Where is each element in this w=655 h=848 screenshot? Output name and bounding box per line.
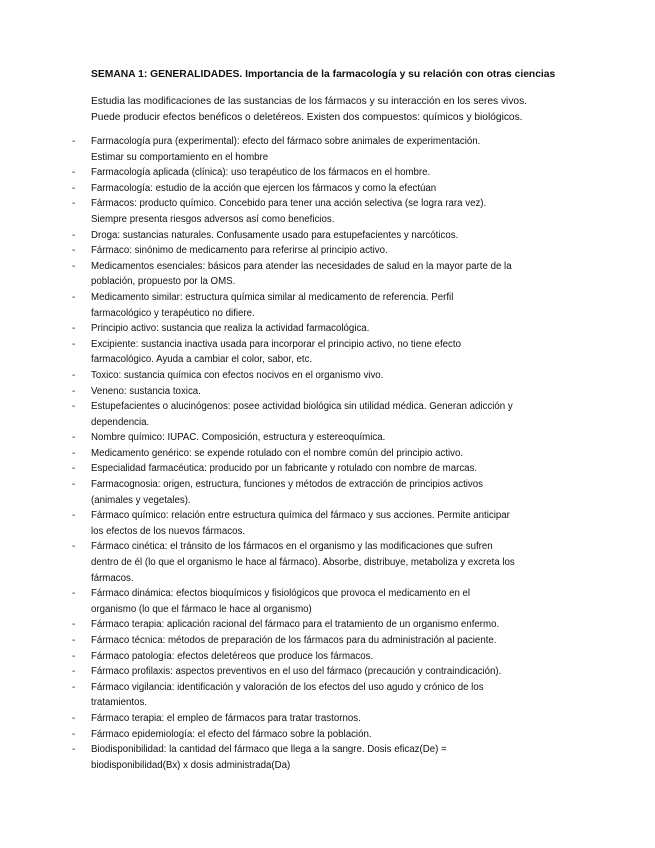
list-item-text: farmacológico. Ayuda a cambiar el color, sabor, etc. bbox=[91, 354, 313, 366]
list-item-text: población, propuesto por la OMS. bbox=[91, 276, 236, 288]
list-item bbox=[0, 228, 546, 244]
list-item bbox=[0, 742, 546, 773]
list-item bbox=[0, 337, 546, 368]
list-item-text: Fármaco patología: efectos deletéreos que produce los fármacos. bbox=[91, 650, 374, 662]
bullet-dash: - bbox=[72, 229, 76, 241]
bullet-dash: - bbox=[72, 650, 76, 662]
intro-paragraph bbox=[91, 94, 591, 125]
list-item bbox=[0, 399, 546, 430]
list-item bbox=[0, 680, 546, 711]
list-item-text: Especialidad farmacéutica: producido por un fabricante y rotulado con nombre de marcas. bbox=[91, 463, 478, 475]
list-item bbox=[0, 664, 546, 680]
list-item bbox=[0, 461, 546, 477]
bullet-dash: - bbox=[72, 712, 76, 724]
list-item-text: tratamientos. bbox=[91, 697, 147, 709]
bullet-dash: - bbox=[72, 510, 76, 522]
intro-line: Puede producir efectos benéficos o deletéreos. Existen dos compuestos: químicos y biológicos. bbox=[91, 111, 523, 123]
list-item-text: Fármaco cinética: el tránsito de los fármacos en el organismo y las modificaciones que sufren bbox=[91, 541, 493, 553]
bullet-dash: - bbox=[72, 369, 76, 381]
bullet-dash: - bbox=[72, 401, 76, 413]
bullet-dash: - bbox=[72, 666, 76, 678]
list-item-text: Fármaco técnica: métodos de preparación de los fármacos para du administración al paciente. bbox=[91, 635, 497, 646]
bullet-dash: - bbox=[72, 385, 76, 397]
bullet-dash: - bbox=[72, 338, 76, 350]
list-item bbox=[0, 633, 546, 649]
list-item-text: Excipiente: sustancia inactiva usada para incorporar el principio activo, no tiene efecto bbox=[91, 338, 461, 350]
list-item-text: Fármaco epidemiología: el efecto del fármaco sobre la población. bbox=[91, 728, 372, 740]
bullet-dash: - bbox=[72, 260, 76, 272]
bullet-dash: - bbox=[72, 588, 76, 600]
list-item-text: dependencia. bbox=[91, 416, 150, 428]
list-item-text: Toxico: sustancia química con efectos nocivos en el organismo vivo. bbox=[91, 369, 384, 381]
list-item-text: Medicamentos esenciales: básicos para atender las necesidades de salud en la mayor parte de la bbox=[91, 260, 512, 272]
list-item-text: Siempre presenta riesgos adversos así como beneficios. bbox=[91, 213, 335, 225]
list-item-text: fármacos. bbox=[91, 572, 134, 584]
list-item bbox=[0, 384, 546, 400]
list-item-text: Principio activo: sustancia que realiza la actividad farmacológica. bbox=[91, 323, 370, 335]
bullet-dash: - bbox=[72, 728, 76, 740]
list-item-text: Fármaco químico: relación entre estructura química del fármaco y sus acciones. Permite anticipar bbox=[91, 510, 510, 522]
bullet-dash: - bbox=[72, 136, 76, 147]
bullet-dash: - bbox=[72, 198, 76, 210]
list-item-text: Fármaco: sinónimo de medicamento para referirse al principio activo. bbox=[91, 245, 388, 257]
list-item-text: Farmacología: estudio de la acción que ejercen los fármacos y como la efectúan bbox=[91, 182, 437, 194]
document-title: SEMANA 1: GENERALIDADES. Importancia de la farmacología y su relación con otras ciencias bbox=[91, 69, 556, 80]
list-item bbox=[0, 539, 546, 586]
bullet-dash: - bbox=[72, 619, 76, 631]
list-item-text: Farmacología pura (experimental): efecto del fármaco sobre animales de experimentación. bbox=[91, 136, 481, 147]
list-item-text: Biodisponibilidad: la cantidad del fármaco que llega a la sangre. Dosis eficaz(De) = bbox=[91, 744, 447, 756]
list-item bbox=[0, 446, 546, 462]
list-item bbox=[0, 196, 546, 227]
list-item-text: Medicamento genérico: se expende rotulado con el nombre común del principio activo. bbox=[91, 447, 464, 459]
list-item-text: Farmacognosia: origen, estructura, funciones y métodos de extracción de principios activos bbox=[91, 479, 484, 491]
list-item-text: Estimar su comportamiento en el hombre bbox=[91, 151, 269, 163]
bullet-dash: - bbox=[72, 479, 76, 491]
bullet-dash: - bbox=[72, 291, 76, 303]
list-item bbox=[0, 165, 546, 181]
list-item bbox=[0, 243, 546, 259]
list-item bbox=[0, 321, 546, 337]
bullet-dash: - bbox=[72, 167, 76, 179]
list-item-text: Fármaco vigilancia: identificación y valoración de los efectos del uso agudo y crónico de los bbox=[91, 681, 484, 693]
list-item-text: biodisponibilidad(Bx) x dosis administrada(Da) bbox=[91, 759, 291, 771]
bullet-dash: - bbox=[72, 744, 76, 756]
list-item-text: Fármaco terapia: aplicación racional del fármaco para el tratamiento de un organismo enfermo. bbox=[91, 619, 500, 631]
bullet-dash: - bbox=[72, 463, 76, 475]
list-item-text: Estupefacientes o alucinógenos: posee actividad biológica sin utilidad médica. Generan adicción y bbox=[91, 401, 513, 413]
bullet-dash: - bbox=[72, 432, 76, 444]
list-item-text: farmacológico y terapéutico no difiere. bbox=[91, 307, 255, 319]
bullet-dash: - bbox=[72, 245, 76, 257]
bullet-dash: - bbox=[72, 635, 76, 646]
definitions-list bbox=[0, 134, 655, 773]
list-item-text: Nombre químico: IUPAC. Composición, estructura y estereoquímica. bbox=[91, 432, 386, 444]
list-item-text: Fármacos: producto químico. Concebido para tener una acción selectiva (se logra rara vez). bbox=[91, 198, 487, 210]
list-item bbox=[0, 727, 546, 743]
list-item bbox=[0, 134, 546, 165]
list-item bbox=[0, 430, 546, 446]
list-item-text: (animales y vegetales). bbox=[91, 494, 191, 506]
list-item bbox=[0, 477, 546, 508]
list-item bbox=[0, 586, 546, 617]
list-item bbox=[0, 259, 546, 290]
list-item bbox=[0, 508, 546, 539]
list-item-text: Fármaco dinámica: efectos bioquímicos y fisiológicos que provoca el medicamento en el bbox=[91, 588, 471, 600]
bullet-dash: - bbox=[72, 447, 76, 459]
list-item bbox=[0, 290, 546, 321]
list-item bbox=[0, 649, 546, 665]
bullet-dash: - bbox=[72, 681, 76, 693]
list-item bbox=[0, 368, 546, 384]
list-item-text: Veneno: sustancia toxica. bbox=[91, 385, 201, 397]
list-item-text: Fármaco terapia: el empleo de fármacos para tratar trastornos. bbox=[91, 712, 361, 724]
list-item bbox=[0, 181, 546, 197]
list-item-text: Fármaco profilaxis: aspectos preventivos en el uso del fármaco (precaución y contraindicación). bbox=[91, 666, 502, 678]
bullet-dash: - bbox=[72, 323, 76, 335]
intro-line: Estudia las modificaciones de las sustancias de los fármacos y su interacción en los seres vivos. bbox=[91, 96, 528, 107]
list-item bbox=[0, 711, 546, 727]
list-item-text: Farmacología aplicada (clínica): uso terapéutico de los fármacos en el hombre. bbox=[91, 167, 431, 179]
list-item-text: dentro de él (lo que el organismo le hace al fármaco). Absorbe, distribuye, metaboliza y excreta los bbox=[91, 557, 515, 569]
bullet-dash: - bbox=[72, 541, 76, 553]
bullet-dash: - bbox=[72, 182, 76, 194]
list-item-text: los efectos de los nuevos fármacos. bbox=[91, 525, 246, 537]
list-item-text: Droga: sustancias naturales. Confusamente usado para estupefacientes y narcóticos. bbox=[91, 229, 459, 241]
list-item-text: organismo (lo que el fármaco le hace al organismo) bbox=[91, 603, 312, 615]
list-item-text: Medicamento similar: estructura química similar al medicamento de referencia. Perfil bbox=[91, 291, 454, 303]
list-item bbox=[0, 617, 546, 633]
